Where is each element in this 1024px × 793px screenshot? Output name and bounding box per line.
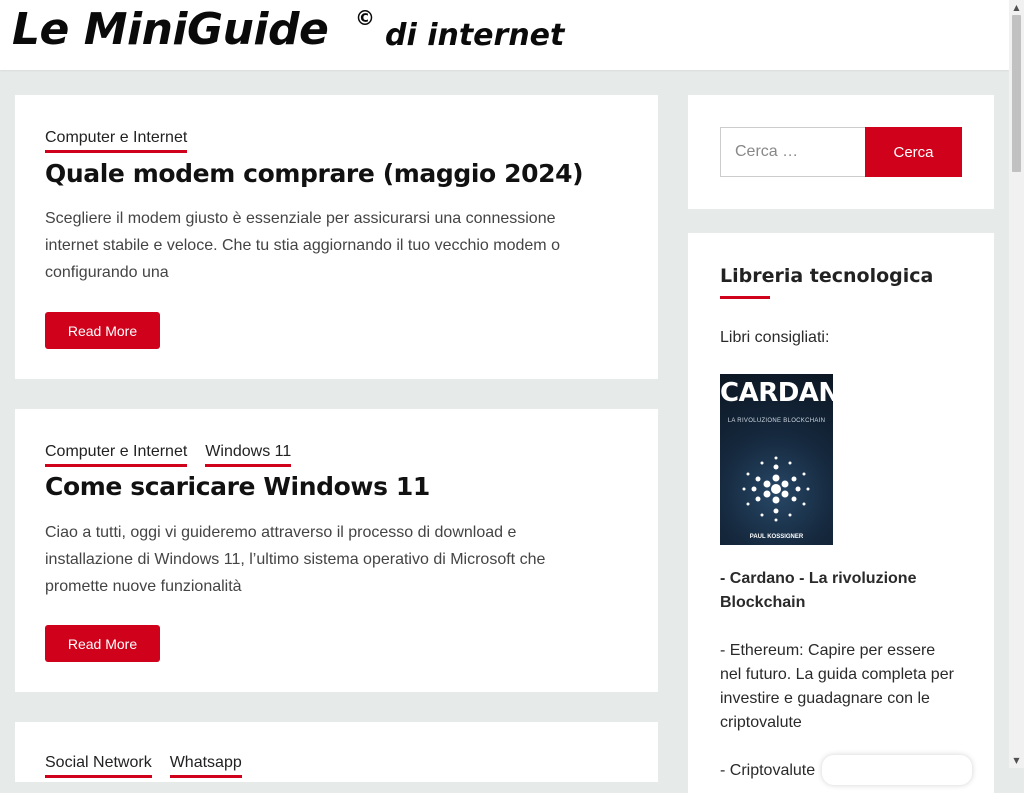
read-more-button[interactable]: Read More (45, 312, 160, 349)
post-categories (45, 754, 242, 778)
post-categories (45, 443, 291, 467)
category-link[interactable]: Computer e Internet (45, 129, 187, 153)
book-link[interactable]: - Cardano - La rivoluzione Blockchain (720, 570, 917, 611)
post-excerpt: Ciao a tutti, oggi vi guideremo attraverso il processo di download e installazione di Windows 11, l’ultimo sistema operativo di Microsoft che promette nuove funzionalità (45, 524, 546, 595)
library-widget (688, 233, 994, 793)
search-button[interactable]: Cerca (865, 127, 962, 177)
post-card (15, 409, 658, 692)
book-text: - Ethereum: Capire per essere nel futuro. La guida completa per investire e guadagnare con le criptovalute (720, 642, 954, 731)
widget-title: Libreria tecnologica (720, 265, 934, 287)
book-cover-subtitle: LA RIVOLUZIONE BLOCKCHAIN (727, 418, 826, 424)
scroll-up-arrow-icon[interactable]: ▲ (1013, 3, 1020, 12)
scroll-down-arrow-icon[interactable]: ▼ (1013, 756, 1020, 765)
floating-widget[interactable] (822, 755, 972, 785)
category-link[interactable]: Computer e Internet (45, 443, 187, 467)
site-logo-subtitle[interactable]: di internet (385, 18, 565, 53)
cardano-logo-icon (720, 374, 862, 545)
site-logo[interactable]: Le MiniGuide (12, 4, 329, 55)
book-cover-author: PAUL KOSSIGNER (749, 534, 804, 540)
search-input[interactable] (720, 127, 865, 177)
book-cover-title: CARDANO (720, 378, 862, 408)
read-more-button[interactable]: Read More (45, 625, 160, 662)
logo-copyright-symbol: © (355, 6, 375, 30)
category-link[interactable]: Windows 11 (205, 443, 291, 467)
post-card (15, 95, 658, 379)
book-cover-image[interactable] (720, 374, 862, 545)
post-title[interactable]: Quale modem comprare (maggio 2024) (45, 159, 584, 188)
post-excerpt: Scegliere il modem giusto è essenziale per assicurarsi una connessione internet stabile e veloce. Che tu stia aggiornando il tuo vecchio modem o configurando una (45, 210, 560, 281)
book-text: - Criptovalute (720, 762, 816, 779)
post-card (15, 722, 658, 782)
search-widget (688, 95, 994, 209)
post-categories (45, 129, 187, 153)
title-underline (720, 296, 770, 299)
library-intro: Libri consigliati: (720, 329, 830, 346)
category-link[interactable]: Social Network (45, 754, 152, 778)
category-link[interactable]: Whatsapp (170, 754, 242, 778)
site-header (0, 0, 1009, 70)
post-title[interactable]: Come scaricare Windows 11 (45, 472, 430, 501)
scrollbar-thumb[interactable] (1012, 15, 1021, 172)
